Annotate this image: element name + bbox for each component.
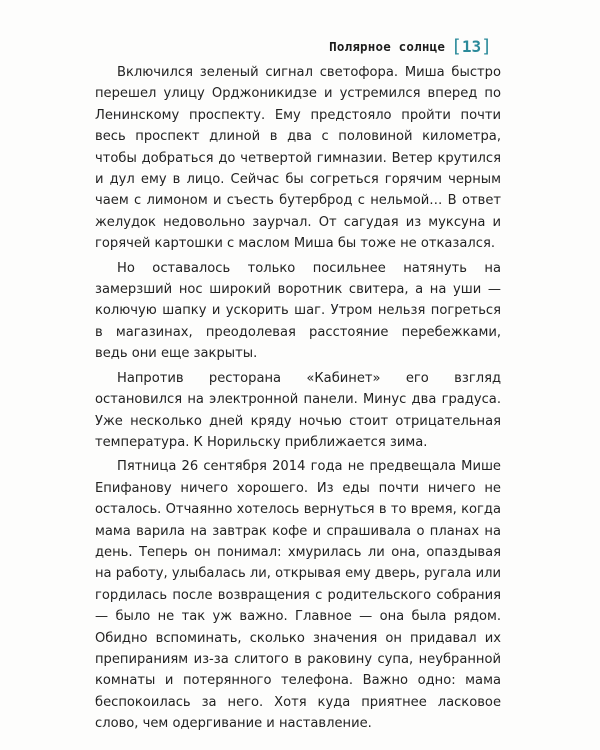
running-head — [329, 36, 492, 57]
paragraph: Напротив ресторана «Кабинет» его взгляд остановился на электронной панели. Минус два градуса. Уже несколько дней кряду ночью стоит отрицательная температура. К Норильску приближается зима. — [95, 370, 501, 450]
paragraph: Но оставалось только посильнее натянуть на замерзший нос широкий воротник свитера, а на уши — колючую шапку и ускорить шаг. Утром нельзя погреться в магазинах, преодолевая расстояние перебежками, ведь они еще закрыты. — [95, 260, 501, 362]
body-text — [95, 62, 501, 738]
page-number — [451, 36, 492, 57]
paragraph: Пятница 26 сентября 2014 года не предвещала Мише Епифанову ничего хорошего. Из еды почти ничего не осталось. Отчаянно хотелось вернуться в то время, когда мама варила на завтрак кофе и спрашивала о планах на день. Теперь он понимал: хмурилась ли она, опаздывая на работу, улыбалась ли, открывая ему дверь, ругала или гордилась после возвращения с родительского собрания — было не так уж важно. Главное — она была рядом. Обидно вспоминать, сколько значения он придавал их препираниям из-за слитого в раковину супа, неубранной комнаты и потерянного телефона. Важно одно: мама беспокоилась за него. Хотя куда приятнее ласковое слово, чем одергивание и наставление. — [95, 459, 502, 732]
page-number-bracket-open: [ — [451, 36, 462, 57]
paragraph: Включился зеленый сигнал светофора. Миша быстро перешел улицу Орджоникидзе и устремился вперед по Ленинскому проспекту. Ему предстояло пройти почти весь проспект длиной в два с половиной километра, чтобы добраться до четвертой гимназии. Ветер крутился и дул ему в лицо. Сейчас бы согреться горячим черным чаем с лимоном и съесть бутерброд с нельмой… В ответ желудок недовольно заурчал. От сагудая из муксуна и горячей картошки с маслом Миша бы тоже не отказался. — [95, 65, 501, 252]
page-number-value: 13 — [461, 37, 482, 56]
chapter-title: Полярное солнце — [329, 39, 446, 54]
page-number-bracket-close: ] — [481, 36, 492, 57]
